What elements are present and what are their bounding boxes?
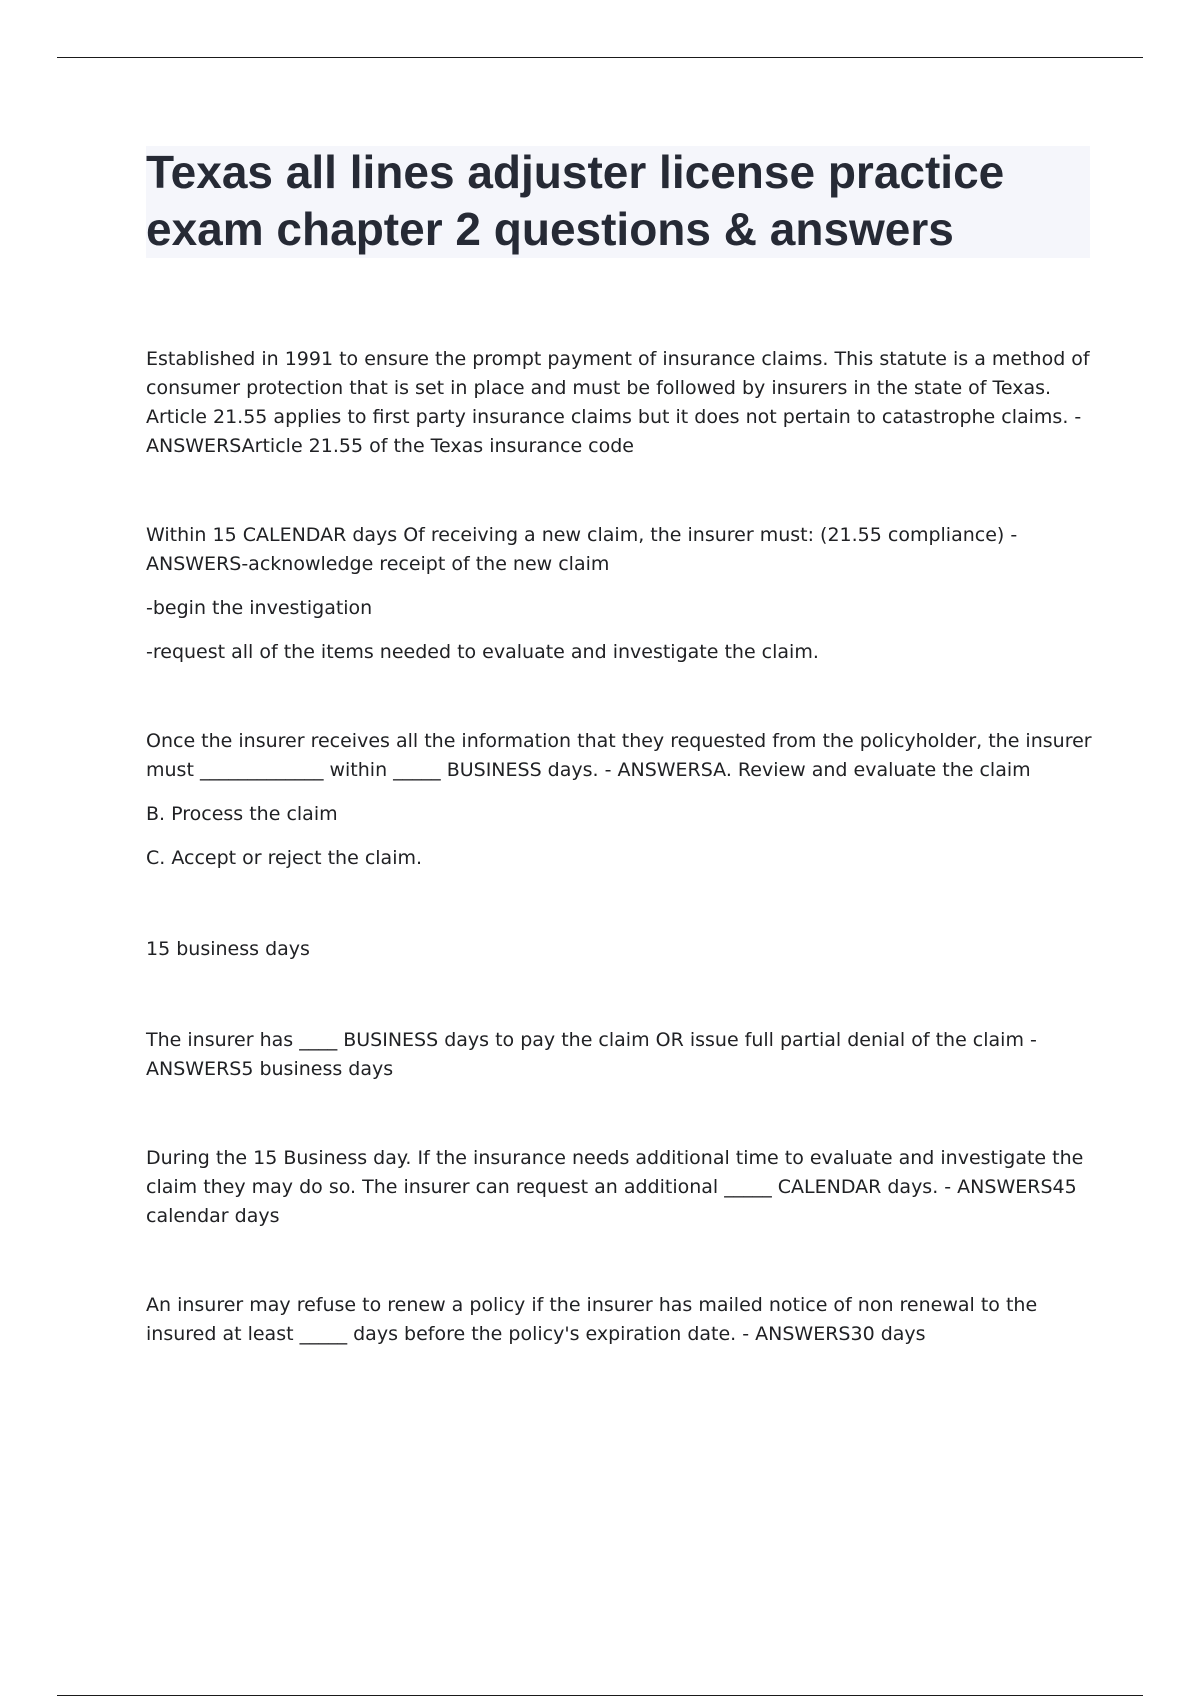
qa-item-text: The insurer has ____ BUSINESS days to pay the claim OR issue full partial denial of the claim - ANSWERS5 business days: [146, 1029, 1037, 1080]
document-title: Texas all lines adjuster license practice exam chapter 2 questions & answers: [146, 146, 1005, 255]
qa-item-line: B. Process the claim: [146, 803, 338, 825]
qa-item-2: [146, 521, 1096, 667]
qa-item-6: [146, 1144, 1096, 1231]
qa-item-4: [146, 935, 1096, 964]
qa-item-line: -request all of the items needed to evaluate and investigate the claim.: [146, 641, 819, 663]
qa-item-text: Once the insurer receives all the information that they requested from the policyholder, the insurer must _____________ within _____ BUSINESS days. - ANSWERSA. Review and evaluate the claim: [146, 730, 1092, 781]
footer-rule: [57, 1695, 1143, 1696]
qa-item-3: [146, 727, 1096, 873]
document-body: [146, 345, 1096, 1349]
qa-item-text: 15 business days: [146, 938, 310, 960]
qa-item-5: [146, 1026, 1096, 1084]
qa-item-line: C. Accept or reject the claim.: [146, 847, 423, 869]
qa-item-text: An insurer may refuse to renew a policy if the insurer has mailed notice of non renewal to the insured at least _____ days before the policy's expiration date. - ANSWERS30 days: [146, 1294, 1038, 1345]
qa-item-text: Established in 1991 to ensure the prompt payment of insurance claims. This statute is a method of consumer protection that is set in place and must be followed by insurers in the state of Texas. Article 21.55 applies to first party insurance claims but it does not pertain to catastrophe claims. - ANSWERSArticle 21.55 of the Texas insurance code: [146, 348, 1090, 457]
qa-item-line: -begin the investigation: [146, 597, 373, 619]
header-rule: [57, 57, 1143, 58]
qa-item-text: During the 15 Business day. If the insurance needs additional time to evaluate and investigate the claim they may do so. The insurer can request an additional _____ CALENDAR days. - ANSWERS45 calendar days: [146, 1147, 1084, 1227]
qa-item-1: [146, 345, 1096, 461]
qa-item-text: Within 15 CALENDAR days Of receiving a new claim, the insurer must: (21.55 compliance) - ANSWERS-acknowledge receipt of the new claim: [146, 524, 1018, 575]
qa-item-7: [146, 1291, 1096, 1349]
